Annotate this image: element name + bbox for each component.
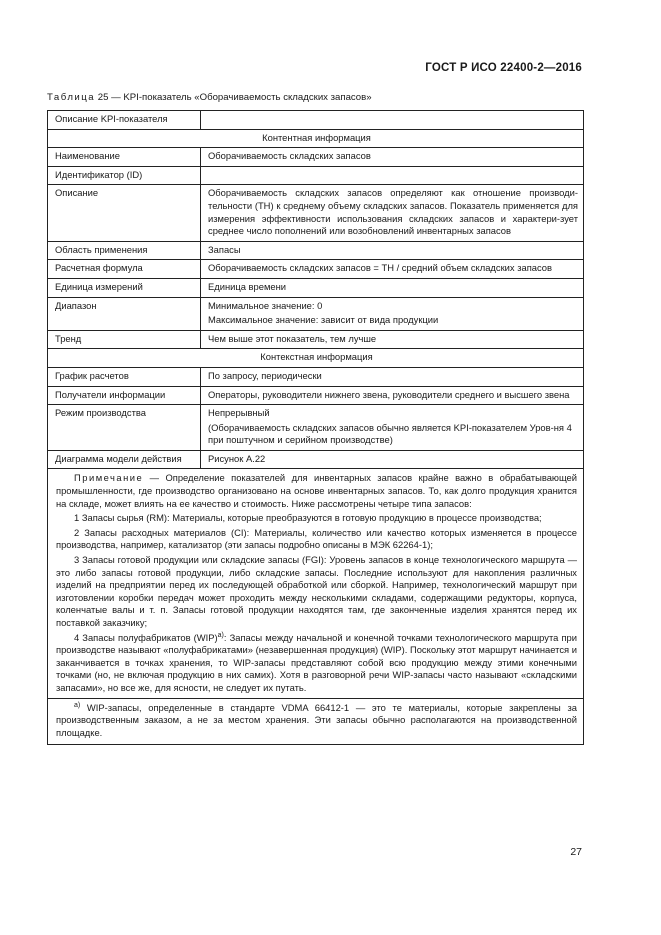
page-number: 27: [570, 846, 582, 858]
production-mode-note: (Оборачиваемость складских запасов обычно является KPI-показателем Уров-ня 4 при поштучном и серийном производстве): [208, 421, 572, 446]
note-item-2: 2 Запасы расходных материалов (CI): Материалы, количество или качество которых изменяется в процессе производства, например, катализатор (эти запасы подробно описаны в МЭК 62264-1);: [56, 526, 577, 551]
row-label: Единица измерений: [48, 278, 201, 297]
production-mode-main: Непрерывный: [208, 407, 270, 419]
row-value: Оборачиваемость складских запасов: [201, 148, 584, 167]
table-row: [48, 405, 584, 451]
row-value: По запросу, периодически: [201, 367, 584, 386]
diagram-label: Диаграмма модели действия: [48, 450, 201, 469]
note-item-4-rest: : Запасы между начальной и конечной точками технологического маршрута при производстве называют «полуфабрикатами» (незавершенная продукция) (WIP). Поскольку этот маршрут начинается и заканчивается в точках хранения, то WIP-запасы представляют собой всю продукцию между этими конечными точками (но, не включая продукцию в них самих). Хотя в разговорной речи WIP-запасы часто называют «складскими запасами», но все же, для ясности, не следует их путать.: [56, 631, 577, 693]
document-header: ГОСТ Р ИСО 22400-2—2016: [425, 62, 582, 74]
row-value: [201, 166, 584, 185]
row-value: Операторы, руководители нижнего звена, руководители среднего и высшего звена: [201, 386, 584, 405]
table-row: [48, 111, 584, 130]
kpi-table: [47, 110, 584, 745]
footnote-marker: а): [74, 701, 81, 709]
table-row: [48, 367, 584, 386]
note-label: Примечание: [74, 472, 144, 484]
table-row: [48, 386, 584, 405]
row-label: График расчетов: [48, 367, 201, 386]
range-value: [201, 297, 584, 330]
footnote-cell: [48, 698, 584, 745]
row-label: Идентификатор (ID): [48, 166, 201, 185]
kpi-description-value: [201, 111, 584, 130]
context-section-heading: Контекстная информация: [48, 349, 584, 368]
table-row: [48, 450, 584, 469]
production-mode-label: Режим производства: [48, 405, 201, 451]
row-label: Область применения: [48, 241, 201, 260]
row-label: Наименование: [48, 148, 201, 167]
footnote-ref: а): [217, 631, 224, 639]
range-label: Диапазон: [48, 297, 201, 330]
row-label: Получатели информации: [48, 386, 201, 405]
note-row: [48, 469, 584, 698]
range-min: Минимальное значение: 0: [208, 299, 323, 311]
table-row: [48, 330, 584, 349]
row-label: Расчетная формула: [48, 260, 201, 279]
note-intro: [56, 472, 577, 510]
footnote-row: [48, 698, 584, 745]
content-section-heading: Контентная информация: [48, 129, 584, 148]
table-row: [48, 260, 584, 279]
table-row: [48, 297, 584, 330]
section-row: [48, 129, 584, 148]
caption-label: Таблица: [47, 92, 96, 103]
row-value: Оборачиваемость складских запасов = ТН / средний объем складских запасов: [201, 260, 584, 279]
table-row: [48, 185, 584, 241]
row-value: Запасы: [201, 241, 584, 260]
table-row: [48, 278, 584, 297]
table-row: [48, 148, 584, 167]
row-label: Описание: [48, 185, 201, 241]
diagram-value: Рисунок А.22: [201, 450, 584, 469]
kpi-description-label: Описание KPI-показателя: [48, 111, 201, 130]
trend-label: Тренд: [48, 330, 201, 349]
note-item-3: 3 Запасы готовой продукции или складские запасы (FGI): Уровень запасов в конце технологического маршрута — это либо запасы готовой продукции, либо складские запасы. Последние используют для накопления различных изделий на предприятии перед их последующей обработкой или сборкой. Например, технологический маршрут при изготовлении коробки передач может проходить между несколькими складами, содержащими редукторы, корпуса, коленчатые валы и т. п. Запасы готовой продукции находятся там, где законченные изделия хранятся перед их поставкой заказчику;: [56, 554, 577, 628]
footnote: [56, 702, 577, 740]
note-item-1: 1 Запасы сырья (RM): Материалы, которые преобразуются в готовую продукцию в процессе производства;: [74, 512, 542, 524]
table-row: [48, 166, 584, 185]
section-row: [48, 349, 584, 368]
caption-text: 25 — KPI-показатель «Оборачиваемость складских запасов»: [95, 92, 372, 103]
note-item-4-start: 4 Запасы полуфабрикатов (WIP): [74, 631, 218, 643]
row-value: Единица времени: [201, 278, 584, 297]
table-row: [48, 241, 584, 260]
row-value: Оборачиваемость складских запасов определяют как отношение производи-тельности (ТН) к среднему объему складских запасов. Показатель применяется для измерения эффективности использования складских запасов и характери-зует среднее число пополнений или возобновлений инвентарных запасов: [201, 185, 584, 241]
footnote-text: WIP-запасы, определенные в стандарте VDMA 66412-1 — это те материалы, которые закреплены за производственным заказом, а не за местом хранения. Эти запасы обычно располагаются на производственной площадке.: [56, 701, 577, 738]
note-intro-text: — Определение показателей для инвентарных запасов крайне важно в обрабатывающей промышленности, где производство организовано на основе инвентарных запасов. То, как долго продукция хранится на складе, может влиять на ее качество и стоимость. Ниже рассмотрены четыре типа запасов:: [56, 472, 577, 509]
table-caption: [47, 92, 372, 103]
production-mode-value: [201, 405, 584, 451]
note-cell: [48, 469, 584, 698]
note-item-4: [56, 632, 577, 695]
range-max: Максимальное значение: зависит от вида продукции: [208, 314, 439, 326]
trend-value: Чем выше этот показатель, тем лучше: [201, 330, 584, 349]
